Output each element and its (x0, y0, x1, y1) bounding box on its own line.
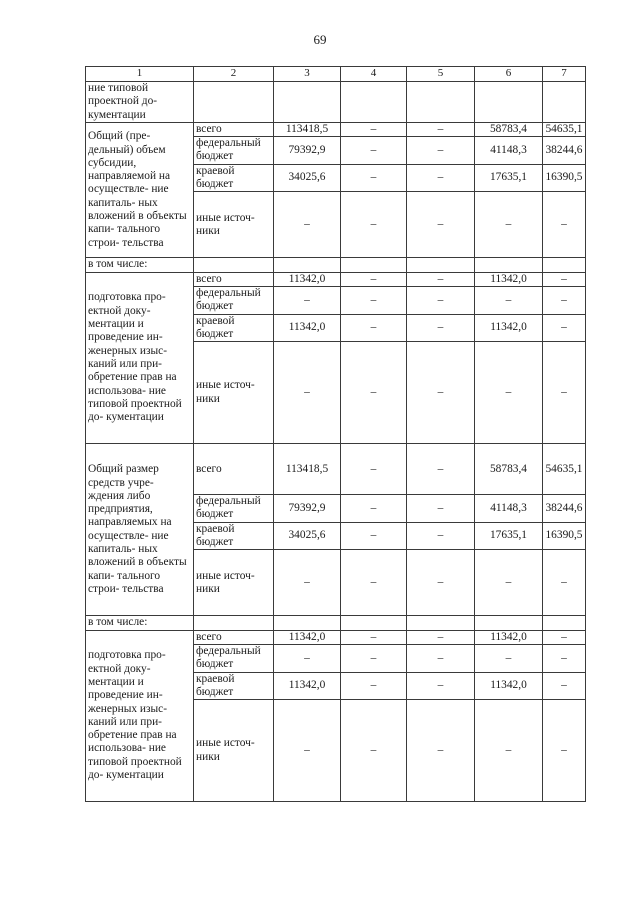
value-cell: – (475, 286, 543, 314)
value-cell: – (475, 192, 543, 258)
value-cell: 38244,6 (543, 137, 586, 165)
value-cell: – (543, 672, 586, 700)
value-cell: – (407, 444, 475, 495)
value-cell: – (341, 272, 407, 286)
header-row (86, 67, 586, 82)
value-cell: – (407, 550, 475, 616)
funding-source: иные источ- ники (194, 550, 274, 616)
value-cell: – (341, 286, 407, 314)
value-cell: – (341, 444, 407, 495)
funding-source: федеральный бюджет (194, 137, 274, 165)
value-cell: – (475, 550, 543, 616)
continuation-text: ние типовой проектной до- кументации (86, 82, 194, 123)
value-cell: – (341, 672, 407, 700)
value-cell: 79392,9 (274, 137, 341, 165)
value-cell: 17635,1 (475, 522, 543, 550)
empty-cell (407, 616, 475, 630)
empty-cell (407, 82, 475, 123)
value-cell: – (475, 700, 543, 802)
subheading: в том числе: (86, 616, 194, 630)
value-cell: 16390,5 (543, 522, 586, 550)
funding-source: краевой бюджет (194, 314, 274, 342)
value-cell: 34025,6 (274, 164, 341, 192)
value-cell: – (274, 700, 341, 802)
empty-cell (543, 616, 586, 630)
table-row (86, 122, 586, 136)
value-cell: – (407, 644, 475, 672)
row-description: Общий размер средств учре- ждения либо предприятия, направляемых на осуществле- ние капиталь- ных вложений в объекты капи- тального строи- тельства (86, 444, 194, 616)
value-cell: 11342,0 (475, 630, 543, 644)
funding-source: федеральный бюджет (194, 286, 274, 314)
empty-cell (194, 258, 274, 272)
value-cell: 41148,3 (475, 495, 543, 523)
value-cell: – (407, 192, 475, 258)
column-header: 1 (86, 67, 194, 82)
funding-source: краевой бюджет (194, 164, 274, 192)
funding-source: иные источ- ники (194, 342, 274, 444)
value-cell: – (341, 495, 407, 523)
value-cell: – (543, 700, 586, 802)
budget-table (85, 66, 586, 802)
value-cell: 54635,1 (543, 444, 586, 495)
value-cell: – (274, 644, 341, 672)
value-cell: 11342,0 (274, 314, 341, 342)
value-cell: – (341, 164, 407, 192)
value-cell: – (341, 522, 407, 550)
value-cell: – (475, 342, 543, 444)
value-cell: – (407, 122, 475, 136)
value-cell: 38244,6 (543, 495, 586, 523)
value-cell: – (341, 122, 407, 136)
subheading-row (86, 258, 586, 272)
value-cell: – (341, 314, 407, 342)
funding-source: иные источ- ники (194, 192, 274, 258)
funding-source: всего (194, 122, 274, 136)
value-cell: 113418,5 (274, 444, 341, 495)
empty-cell (194, 82, 274, 123)
value-cell: – (341, 700, 407, 802)
value-cell: 79392,9 (274, 495, 341, 523)
funding-source: краевой бюджет (194, 522, 274, 550)
value-cell: 11342,0 (274, 672, 341, 700)
value-cell: – (543, 286, 586, 314)
row-description: Общий (пре- дельный) объем субсидии, направляемой на осуществле- ние капиталь- ных вложений в объекты капи- тального строи- тельства (86, 122, 194, 257)
empty-cell (407, 258, 475, 272)
value-cell: – (407, 630, 475, 644)
value-cell: – (341, 644, 407, 672)
empty-cell (475, 258, 543, 272)
value-cell: – (475, 644, 543, 672)
column-header: 5 (407, 67, 475, 82)
value-cell: – (274, 192, 341, 258)
funding-source: иные источ- ники (194, 700, 274, 802)
column-header: 4 (341, 67, 407, 82)
empty-cell (341, 82, 407, 123)
value-cell: 11342,0 (475, 672, 543, 700)
table-row (86, 630, 586, 644)
value-cell: – (543, 342, 586, 444)
value-cell: – (274, 550, 341, 616)
value-cell: – (543, 192, 586, 258)
value-cell: – (341, 137, 407, 165)
empty-cell (194, 616, 274, 630)
empty-cell (543, 82, 586, 123)
column-header: 2 (194, 67, 274, 82)
column-header: 6 (475, 67, 543, 82)
value-cell: – (407, 700, 475, 802)
column-header: 7 (543, 67, 586, 82)
value-cell: – (341, 192, 407, 258)
funding-source: федеральный бюджет (194, 644, 274, 672)
value-cell: – (341, 630, 407, 644)
value-cell: – (543, 314, 586, 342)
value-cell: – (543, 630, 586, 644)
value-cell: 11342,0 (475, 314, 543, 342)
empty-cell (341, 258, 407, 272)
funding-source: всего (194, 444, 274, 495)
subheading: в том числе: (86, 258, 194, 272)
empty-cell (475, 82, 543, 123)
value-cell: – (407, 164, 475, 192)
funding-source: всего (194, 272, 274, 286)
value-cell: – (543, 644, 586, 672)
table-row (86, 272, 586, 286)
value-cell: – (407, 342, 475, 444)
empty-cell (274, 258, 341, 272)
value-cell: – (407, 522, 475, 550)
empty-cell (274, 82, 341, 123)
value-cell: 54635,1 (543, 122, 586, 136)
value-cell: 11342,0 (274, 272, 341, 286)
value-cell: 17635,1 (475, 164, 543, 192)
continuation-row (86, 82, 586, 123)
page-number: 69 (313, 32, 327, 47)
value-cell: 58783,4 (475, 122, 543, 136)
subheading-row (86, 616, 586, 630)
value-cell: 34025,6 (274, 522, 341, 550)
funding-source: федеральный бюджет (194, 495, 274, 523)
value-cell: – (543, 272, 586, 286)
value-cell: – (407, 314, 475, 342)
value-cell: 11342,0 (274, 630, 341, 644)
value-cell: – (274, 286, 341, 314)
empty-cell (341, 616, 407, 630)
value-cell: 41148,3 (475, 137, 543, 165)
value-cell: – (543, 550, 586, 616)
funding-source: краевой бюджет (194, 672, 274, 700)
value-cell: 58783,4 (475, 444, 543, 495)
value-cell: – (407, 137, 475, 165)
value-cell: 16390,5 (543, 164, 586, 192)
empty-cell (475, 616, 543, 630)
value-cell: – (274, 342, 341, 444)
empty-cell (274, 616, 341, 630)
column-header: 3 (274, 67, 341, 82)
value-cell: – (407, 495, 475, 523)
value-cell: – (341, 342, 407, 444)
row-description: подготовка про- ектной доку- ментации и проведение ин- женерных изыс- каний или при- обретение прав на использова- ние типовой проектной до- кументации (86, 630, 194, 801)
value-cell: 11342,0 (475, 272, 543, 286)
value-cell: – (407, 286, 475, 314)
row-description: подготовка про- ектной доку- ментации и проведение ин- женерных изыс- каний или при- обретение прав на использова- ние типовой проектной до- кументации (86, 272, 194, 443)
empty-cell (543, 258, 586, 272)
value-cell: – (341, 550, 407, 616)
value-cell: – (407, 672, 475, 700)
table-row (86, 444, 586, 495)
value-cell: 113418,5 (274, 122, 341, 136)
value-cell: – (407, 272, 475, 286)
funding-source: всего (194, 630, 274, 644)
